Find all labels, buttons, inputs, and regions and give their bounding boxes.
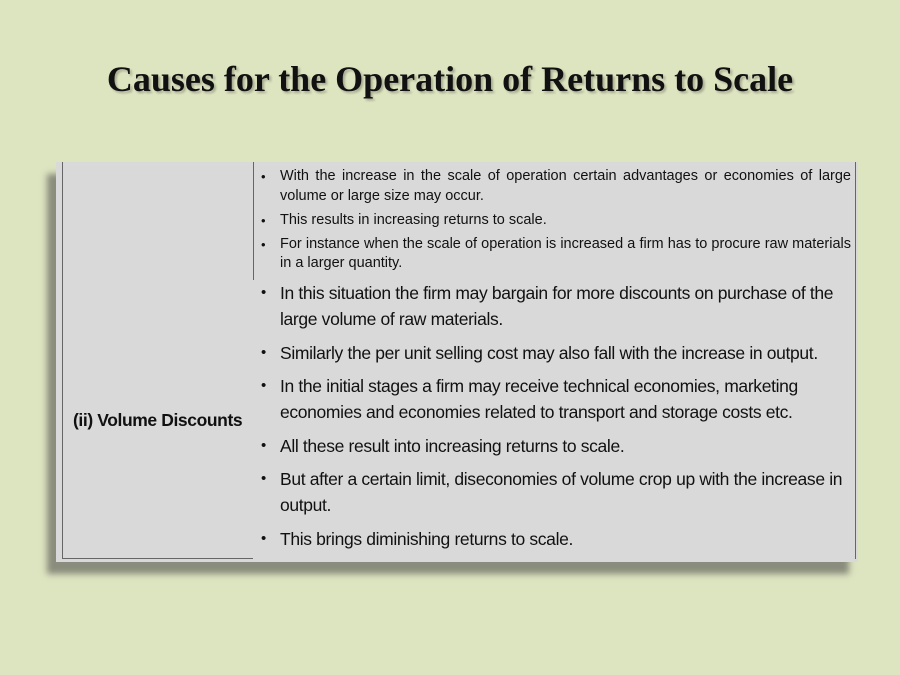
bullet-icon: • [261, 212, 266, 228]
description-cell [253, 162, 856, 559]
bullet-item [253, 373, 855, 425]
bullet-text: But after a certain limit, diseconomies of volume crop up with the increase in output. [280, 469, 843, 515]
bullet-icon: • [261, 343, 266, 361]
bullet-text: All these result into increasing returns to scale. [280, 435, 625, 456]
bullet-item [253, 211, 855, 231]
bullet-icon: • [261, 529, 266, 547]
bullet-list-large [253, 280, 855, 559]
bullet-item [253, 167, 855, 206]
bullet-item [253, 466, 855, 518]
bullet-text: Similarly the per unit selling cost may also fall with the increase in output. [280, 342, 818, 363]
bullet-item [253, 235, 855, 274]
bullet-item [253, 280, 855, 332]
bullet-text: For instance when the scale of operation is increased a firm has to procure raw materials in a larger quantity. [280, 235, 851, 271]
bullet-text: This results in increasing returns to scale. [280, 211, 547, 228]
slide-title: Causes for the Operation of Returns to Scale [106, 59, 794, 99]
bullet-icon: • [261, 236, 266, 252]
bullet-icon: • [261, 169, 266, 184]
bullet-text: In this situation the firm may bargain for more discounts on purchase of the large volume of raw materials. [280, 283, 834, 329]
bullet-item [253, 526, 855, 552]
bullet-icon: • [261, 470, 266, 487]
content-table [56, 162, 858, 562]
bullet-list-small [253, 167, 855, 278]
row-label: (ii) Volume Discounts [73, 410, 243, 430]
bullet-icon: • [261, 284, 266, 301]
bullet-item [253, 433, 855, 459]
bullet-text: This brings diminishing returns to scale. [280, 528, 574, 549]
bullet-text: In the initial stages a firm may receive technical economies, marketing economies and economies related to transport and storage costs etc. [280, 376, 798, 422]
bullet-item [253, 340, 855, 366]
bullet-icon: • [261, 377, 266, 394]
bullet-icon: • [261, 436, 266, 454]
bullet-text: With the increase in the scale of operation certain advantages or economies of large volume or large size may occur. [280, 168, 851, 204]
label-cell [62, 162, 254, 559]
